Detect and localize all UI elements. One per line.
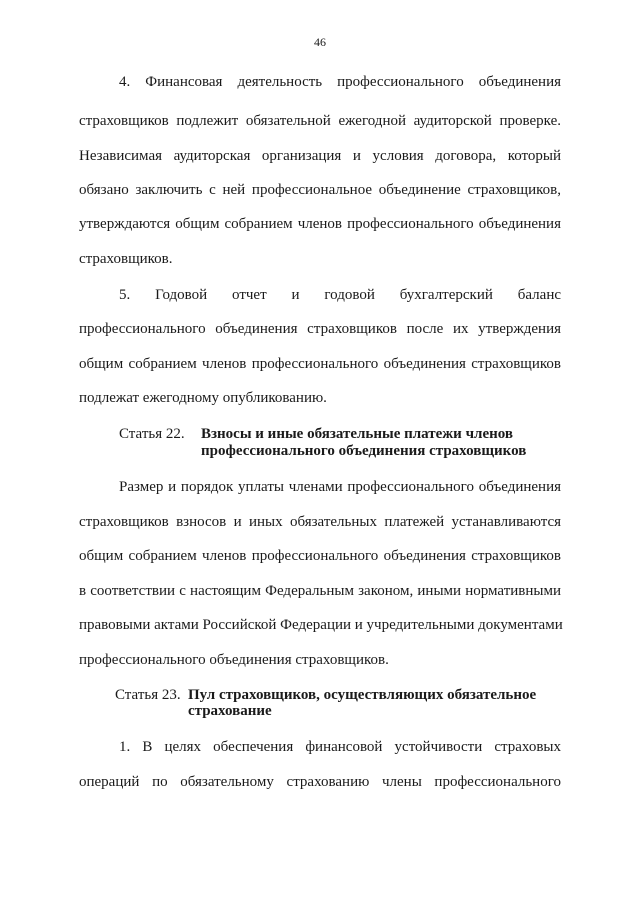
paragraph-line: общим собранием членов профессионального объединения страховщиков <box>79 548 561 564</box>
paragraph-line: подлежат ежегодному опубликованию. <box>79 390 327 406</box>
article-title: Пул страховщиков, осуществляющих обязательное <box>188 687 537 703</box>
paragraph-line: Независимая аудиторская организация и условия договора, который <box>79 148 561 164</box>
paragraph-line: страховщиков. <box>79 251 173 267</box>
article-label: Статья 22. <box>119 426 185 442</box>
article-title: Взносы и иные обязательные платежи членов <box>201 426 513 442</box>
article-title: профессионального объединения страховщиков <box>201 443 527 459</box>
paragraph-line: страховщиков взносов и иных обязательных платежей устанавливаются <box>79 514 561 530</box>
paragraph-line: 1. В целях обеспечения финансовой устойчивости страховых <box>119 739 561 755</box>
page-number: 46 <box>314 35 326 49</box>
paragraph-line: 5. Годовой отчет и годовой бухгалтерский баланс <box>119 287 561 303</box>
paragraph-line: операций по обязательному страхованию члены профессионального <box>79 774 561 790</box>
paragraph-line: профессионального объединения страховщиков. <box>79 652 389 668</box>
paragraph-line: обязано заключить с ней профессиональное объединение страховщиков, <box>79 182 561 198</box>
paragraph-line: 4. Финансовая деятельность профессионального объединения <box>119 74 561 90</box>
paragraph-line: страховщиков подлежит обязательной ежегодной аудиторской проверке. <box>79 113 561 129</box>
paragraph-line: общим собранием членов профессионального объединения страховщиков <box>79 356 561 372</box>
paragraph-line: профессионального объединения страховщиков после их утверждения <box>79 321 561 337</box>
paragraph-line: Размер и порядок уплаты членами профессионального объединения <box>119 479 561 495</box>
article-label: Статья 23. <box>115 687 181 703</box>
paragraph-line: правовыми актами Российской Федерации и учредительными документами <box>79 617 563 633</box>
paragraph-line: утверждаются общим собранием членов профессионального объединения <box>79 216 561 232</box>
article-title: страхование <box>188 703 272 719</box>
paragraph-line: в соответствии с настоящим Федеральным законом, иными нормативными <box>79 583 561 599</box>
